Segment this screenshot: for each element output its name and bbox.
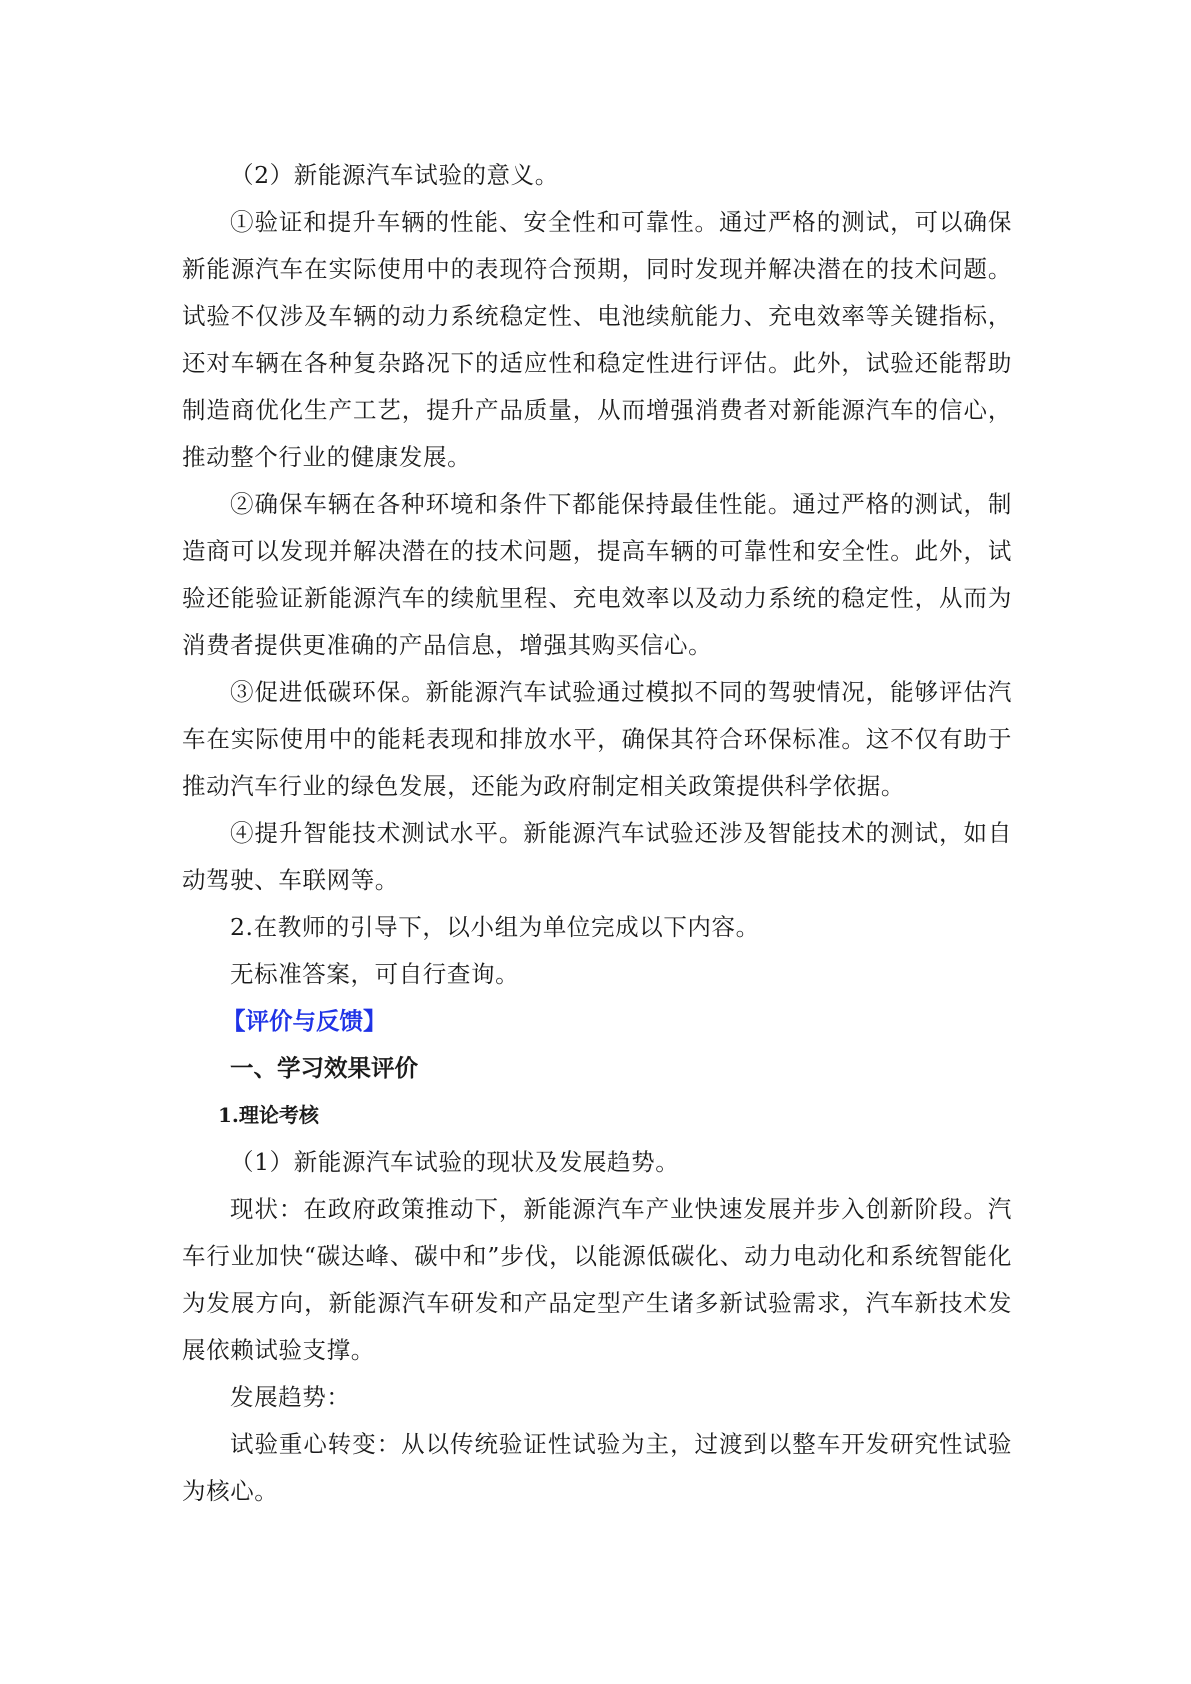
significance-point-2: ②确保车辆在各种环境和条件下都能保持最佳性能。通过严格的测试，制造商可以发现并解决潜在的技术问题，提高车辆的可靠性和安全性。此外，试验还能验证新能源汽车的续航里程、充电效率以及动力系统的稳定性，从而为消费者提供更准确的产品信息，增强其购买信心。 <box>182 490 1012 659</box>
section-2-title: （2）新能源汽车试验的意义。 <box>230 161 559 189</box>
theory-assessment-heading: 1.理论考核 <box>218 1103 319 1127</box>
current-status-paragraph: 现状：在政府政策推动下，新能源汽车产业快速发展并步入创新阶段。汽车行业加快“碳达峰、碳中和”步伐，以能源低碳化、动力电动化和系统智能化为发展方向，新能源汽车研发和产品定型产生诸多新试验需求，汽车新技术发展依赖试验支撑。 <box>182 1195 1012 1364</box>
page-content <box>182 152 1012 1515</box>
trend-paragraph-1: 试验重心转变：从以传统验证性试验为主，过渡到以整车开发研究性试验为核心。 <box>182 1430 1012 1505</box>
task-2-title: 2.在教师的引导下，以小组为单位完成以下内容。 <box>230 913 760 941</box>
significance-point-4: ④提升智能技术测试水平。新能源汽车试验还涉及智能技术的测试，如自动驾驶、车联网等。 <box>182 819 1012 894</box>
task-2-answer: 无标准答案，可自行查询。 <box>230 960 520 988</box>
significance-point-1: ①验证和提升车辆的性能、安全性和可靠性。通过严格的测试，可以确保新能源汽车在实际使用中的表现符合预期，同时发现并解决潜在的技术问题。试验不仅涉及车辆的动力系统稳定性、电池续航能力、充电效率等关键指标，还对车辆在各种复杂路况下的适应性和稳定性进行评估。此外，试验还能帮助制造商优化生产工艺，提升产品质量，从而增强消费者对新能源汽车的信心，推动整个行业的健康发展。 <box>182 208 1012 471</box>
learning-effect-heading: 一、学习效果评价 <box>230 1054 418 1082</box>
question-1-title: （1）新能源汽车试验的现状及发展趋势。 <box>230 1148 680 1176</box>
significance-point-3: ③促进低碳环保。新能源汽车试验通过模拟不同的驾驶情况，能够评估汽车在实际使用中的能耗表现和排放水平，确保其符合环保标准。这不仅有助于推动汽车行业的绿色发展，还能为政府制定相关政策提供科学依据。 <box>182 678 1012 800</box>
evaluation-heading: 【评价与反馈】 <box>222 1007 387 1035</box>
trend-label: 发展趋势： <box>230 1383 351 1411</box>
